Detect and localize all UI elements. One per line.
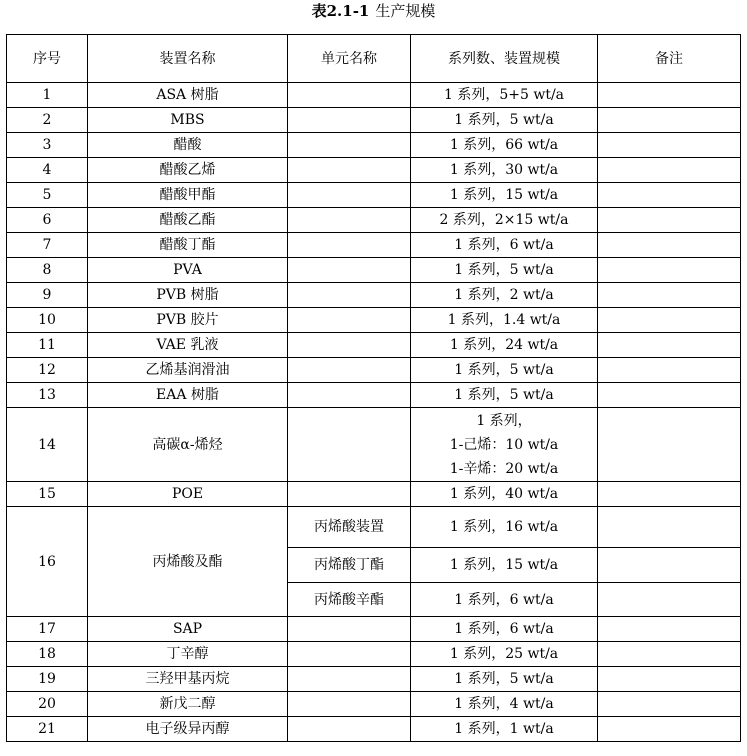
cell-device: PVB 树脂 — [88, 283, 288, 308]
cell-device: PVB 胶片 — [88, 308, 288, 333]
cell-unit: 丙烯酸丁酯 — [288, 548, 411, 583]
table-row — [7, 717, 741, 742]
cell-note — [598, 617, 741, 642]
table-title: 生产规模 — [375, 2, 436, 20]
cell-no: 5 — [7, 183, 88, 208]
cell-note — [598, 408, 741, 482]
cell-note — [598, 308, 741, 333]
cell-note — [598, 333, 741, 358]
cell-scale: 1 系列，25 wt/a — [411, 642, 598, 667]
cell-unit — [288, 667, 411, 692]
table-row — [7, 383, 741, 408]
cell-note — [598, 208, 741, 233]
table-row — [7, 507, 741, 548]
cell-no: 11 — [7, 333, 88, 358]
cell-scale: 1 系列，24 wt/a — [411, 333, 598, 358]
cell-unit — [288, 482, 411, 507]
table-row — [7, 133, 741, 158]
cell-device: VAE 乳液 — [88, 333, 288, 358]
cell-note — [598, 507, 741, 548]
cell-note — [598, 258, 741, 283]
cell-note — [598, 358, 741, 383]
cell-scale: 1 系列，2 wt/a — [411, 283, 598, 308]
cell-no: 21 — [7, 717, 88, 742]
cell-note — [598, 692, 741, 717]
cell-scale: 1 系列，4 wt/a — [411, 692, 598, 717]
cell-unit: 丙烯酸辛酯 — [288, 583, 411, 617]
cell-device: POE — [88, 482, 288, 507]
cell-note — [598, 583, 741, 617]
cell-unit — [288, 133, 411, 158]
cell-scale: 1 系列，1.4 wt/a — [411, 308, 598, 333]
cell-scale: 1 系列，5 wt/a — [411, 358, 598, 383]
cell-no: 8 — [7, 258, 88, 283]
cell-unit — [288, 358, 411, 383]
cell-no: 3 — [7, 133, 88, 158]
cell-device: 新戊二醇 — [88, 692, 288, 717]
table-row — [7, 642, 741, 667]
cell-scale: 1 系列，15 wt/a — [411, 183, 598, 208]
cell-no: 1 — [7, 83, 88, 108]
cell-note — [598, 133, 741, 158]
cell-unit — [288, 408, 411, 482]
table-row — [7, 83, 741, 108]
cell-device: SAP — [88, 617, 288, 642]
scale-line: 1 系列， — [476, 412, 532, 429]
cell-unit — [288, 333, 411, 358]
header-scale: 系列数、装置规模 — [411, 35, 598, 83]
table-row — [7, 482, 741, 507]
cell-device: 醋酸乙酯 — [88, 208, 288, 233]
cell-scale: 1 系列，5 wt/a — [411, 108, 598, 133]
cell-note — [598, 482, 741, 507]
cell-device: PVA — [88, 258, 288, 283]
cell-unit — [288, 83, 411, 108]
cell-scale: 1 系列，66 wt/a — [411, 133, 598, 158]
cell-device: 醋酸 — [88, 133, 288, 158]
cell-scale: 1 系列，5+5 wt/a — [411, 83, 598, 108]
cell-no: 12 — [7, 358, 88, 383]
cell-no: 6 — [7, 208, 88, 233]
scale-line: 1-己烯：10 wt/a — [449, 436, 559, 453]
cell-scale: 1 系列，1 wt/a — [411, 717, 598, 742]
cell-unit — [288, 233, 411, 258]
table-number: 表2.1-1 — [311, 2, 370, 20]
table-row — [7, 283, 741, 308]
table-row — [7, 258, 741, 283]
cell-device: 高碳α-烯烃 — [88, 408, 288, 482]
cell-device: MBS — [88, 108, 288, 133]
cell-note — [598, 158, 741, 183]
cell-no: 9 — [7, 283, 88, 308]
cell-scale: 1 系列，16 wt/a — [411, 507, 598, 548]
cell-note — [598, 283, 741, 308]
cell-no: 15 — [7, 482, 88, 507]
header-device: 装置名称 — [88, 35, 288, 83]
cell-no: 20 — [7, 692, 88, 717]
cell-no: 17 — [7, 617, 88, 642]
header-no: 序号 — [7, 35, 88, 83]
cell-unit — [288, 208, 411, 233]
cell-no: 18 — [7, 642, 88, 667]
cell-scale: 1 系列，5 wt/a — [411, 383, 598, 408]
cell-device: ASA 树脂 — [88, 83, 288, 108]
cell-device: 醋酸甲酯 — [88, 183, 288, 208]
cell-scale: 1 系列，40 wt/a — [411, 482, 598, 507]
cell-scale: 2 系列，2×15 wt/a — [411, 208, 598, 233]
cell-device: 丁辛醇 — [88, 642, 288, 667]
scale-line: 1-辛烯：20 wt/a — [449, 460, 559, 477]
cell-note — [598, 717, 741, 742]
cell-device: EAA 树脂 — [88, 383, 288, 408]
cell-device: 三羟甲基丙烷 — [88, 667, 288, 692]
table-row — [7, 158, 741, 183]
table-header-row — [7, 35, 741, 83]
cell-scale: 1 系列，30 wt/a — [411, 158, 598, 183]
production-scale-table — [6, 34, 741, 742]
cell-note — [598, 667, 741, 692]
cell-unit — [288, 717, 411, 742]
cell-no: 10 — [7, 308, 88, 333]
table-row — [7, 617, 741, 642]
cell-unit — [288, 283, 411, 308]
cell-note — [598, 183, 741, 208]
table-row — [7, 233, 741, 258]
cell-device: 电子级异丙醇 — [88, 717, 288, 742]
cell-unit — [288, 308, 411, 333]
cell-scale: 1 系列，6 wt/a — [411, 617, 598, 642]
cell-device: 醋酸乙烯 — [88, 158, 288, 183]
cell-note — [598, 83, 741, 108]
table-row — [7, 308, 741, 333]
cell-note — [598, 233, 741, 258]
cell-note — [598, 383, 741, 408]
cell-no: 19 — [7, 667, 88, 692]
cell-no: 2 — [7, 108, 88, 133]
cell-note — [598, 642, 741, 667]
cell-no: 7 — [7, 233, 88, 258]
table-row — [7, 667, 741, 692]
cell-unit — [288, 108, 411, 133]
table-row — [7, 692, 741, 717]
table-row — [7, 333, 741, 358]
cell-scale: 1 系列，5 wt/a — [411, 667, 598, 692]
cell-no: 16 — [7, 507, 88, 617]
table-row — [7, 108, 741, 133]
cell-scale: 1 系列，6 wt/a — [411, 583, 598, 617]
cell-scale: 1 系列，5 wt/a — [411, 258, 598, 283]
table-row — [7, 208, 741, 233]
header-note: 备注 — [598, 35, 741, 83]
cell-note — [598, 108, 741, 133]
cell-unit — [288, 383, 411, 408]
cell-scale: 1 系列，6 wt/a — [411, 233, 598, 258]
cell-unit: 丙烯酸装置 — [288, 507, 411, 548]
cell-unit — [288, 692, 411, 717]
cell-unit — [288, 617, 411, 642]
table-row — [7, 183, 741, 208]
cell-unit — [288, 158, 411, 183]
cell-unit — [288, 642, 411, 667]
table-caption — [0, 0, 747, 22]
cell-no: 4 — [7, 158, 88, 183]
cell-unit — [288, 258, 411, 283]
cell-device: 醋酸丁酯 — [88, 233, 288, 258]
cell-note — [598, 548, 741, 583]
table-row — [7, 408, 741, 482]
cell-scale — [411, 408, 598, 482]
cell-no: 14 — [7, 408, 88, 482]
cell-no: 13 — [7, 383, 88, 408]
cell-scale: 1 系列，15 wt/a — [411, 548, 598, 583]
cell-unit — [288, 183, 411, 208]
header-unit: 单元名称 — [288, 35, 411, 83]
table-row — [7, 358, 741, 383]
cell-device: 丙烯酸及酯 — [88, 507, 288, 617]
cell-device: 乙烯基润滑油 — [88, 358, 288, 383]
